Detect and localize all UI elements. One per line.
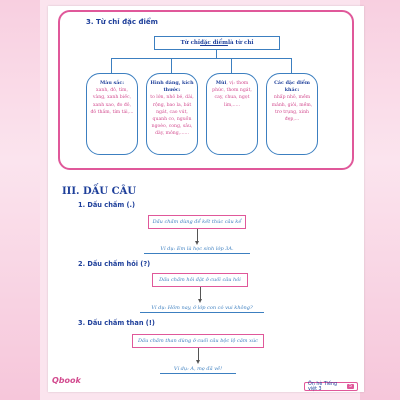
card-body: , vị: thơm phức, thơm ngát, cay, chua, ngọt lim,.....: [212, 81, 252, 108]
page-number: 5: [348, 384, 352, 389]
connector-2: [171, 58, 172, 73]
example-line: Ví dụ: Hôm nay, ở lớp con có vui không?: [140, 305, 264, 313]
concept-root-box: [154, 36, 280, 50]
subsection-dau-cham: 1. Dấu chấm (.): [78, 201, 136, 209]
connector-trunk: [216, 50, 217, 58]
definition-box: Dấu chấm than dùng ở cuối câu bộc lộ cảm xúc: [132, 334, 264, 348]
section-title-tu-chi-dac-diem: 3. Từ chỉ đặc điểm: [86, 18, 158, 26]
card-heading: Các đặc điểm khác:: [274, 80, 310, 94]
footer-book-title: Ôn hè Tiếng việt 3: [308, 381, 338, 392]
card-body: xanh, đỏ, tím, vàng, xanh biếc, xanh xao, đo đỏ, đỏ thắm, tím tái,...: [90, 88, 134, 115]
card-mau-sac: [86, 73, 138, 155]
card-heading: Hình dáng, kích thước:: [150, 80, 194, 94]
card-body: nhấp nhô, mềm mảnh, giỏi, mềm, trơ trụng, xinh đẹp,...: [271, 95, 313, 123]
page-background-right: [360, 0, 400, 400]
connector-4: [291, 58, 292, 73]
card-heading: Màu sắc:: [99, 80, 125, 86]
publisher-logo: Qbook: [52, 376, 81, 385]
card-mui-vi: [206, 73, 258, 155]
definition-box: Dấu chấm hỏi đặt ở cuối câu hỏi: [152, 273, 248, 287]
card-hinh-dang: [146, 73, 198, 155]
section-title-dau-cau: III. DẤU CÂU: [62, 186, 137, 197]
card-body: to lớn, nhỏ bé, dài, rộng, bao la, bát ngát, cao vút, quanh co, nguồn ngoèo, cong, sâu, dày, mỏng,......: [150, 95, 194, 137]
connector-bar: [111, 58, 292, 59]
arrow-down-icon: [198, 299, 202, 303]
card-heading: Mùi: [215, 80, 227, 86]
book-page: [48, 6, 364, 392]
connector-1: [111, 58, 112, 73]
footer-book-tag: [304, 382, 358, 391]
root-prefix: Từ chỉ: [180, 40, 201, 46]
arrow-down-icon: [195, 241, 199, 245]
arrow-down-icon: [196, 360, 200, 364]
example-line: Ví dụ: A, mẹ đã về!: [160, 366, 236, 374]
connector-3: [231, 58, 232, 73]
subsection-dau-cham-than: 3. Dấu chấm than (!): [78, 319, 155, 327]
card-dac-diem-khac: [266, 73, 318, 155]
root-underlined: đặc điểm: [200, 40, 228, 46]
definition-box: Dấu chấm dùng để kết thúc câu kể: [148, 215, 246, 229]
root-suffix: là từ chỉ: [227, 40, 254, 46]
subsection-dau-cham-hoi: 2. Dấu chấm hỏi (?): [78, 260, 151, 268]
example-line: Ví dụ: Em là học sinh lớp 3A.: [144, 246, 250, 254]
page-background-left: [0, 0, 40, 400]
